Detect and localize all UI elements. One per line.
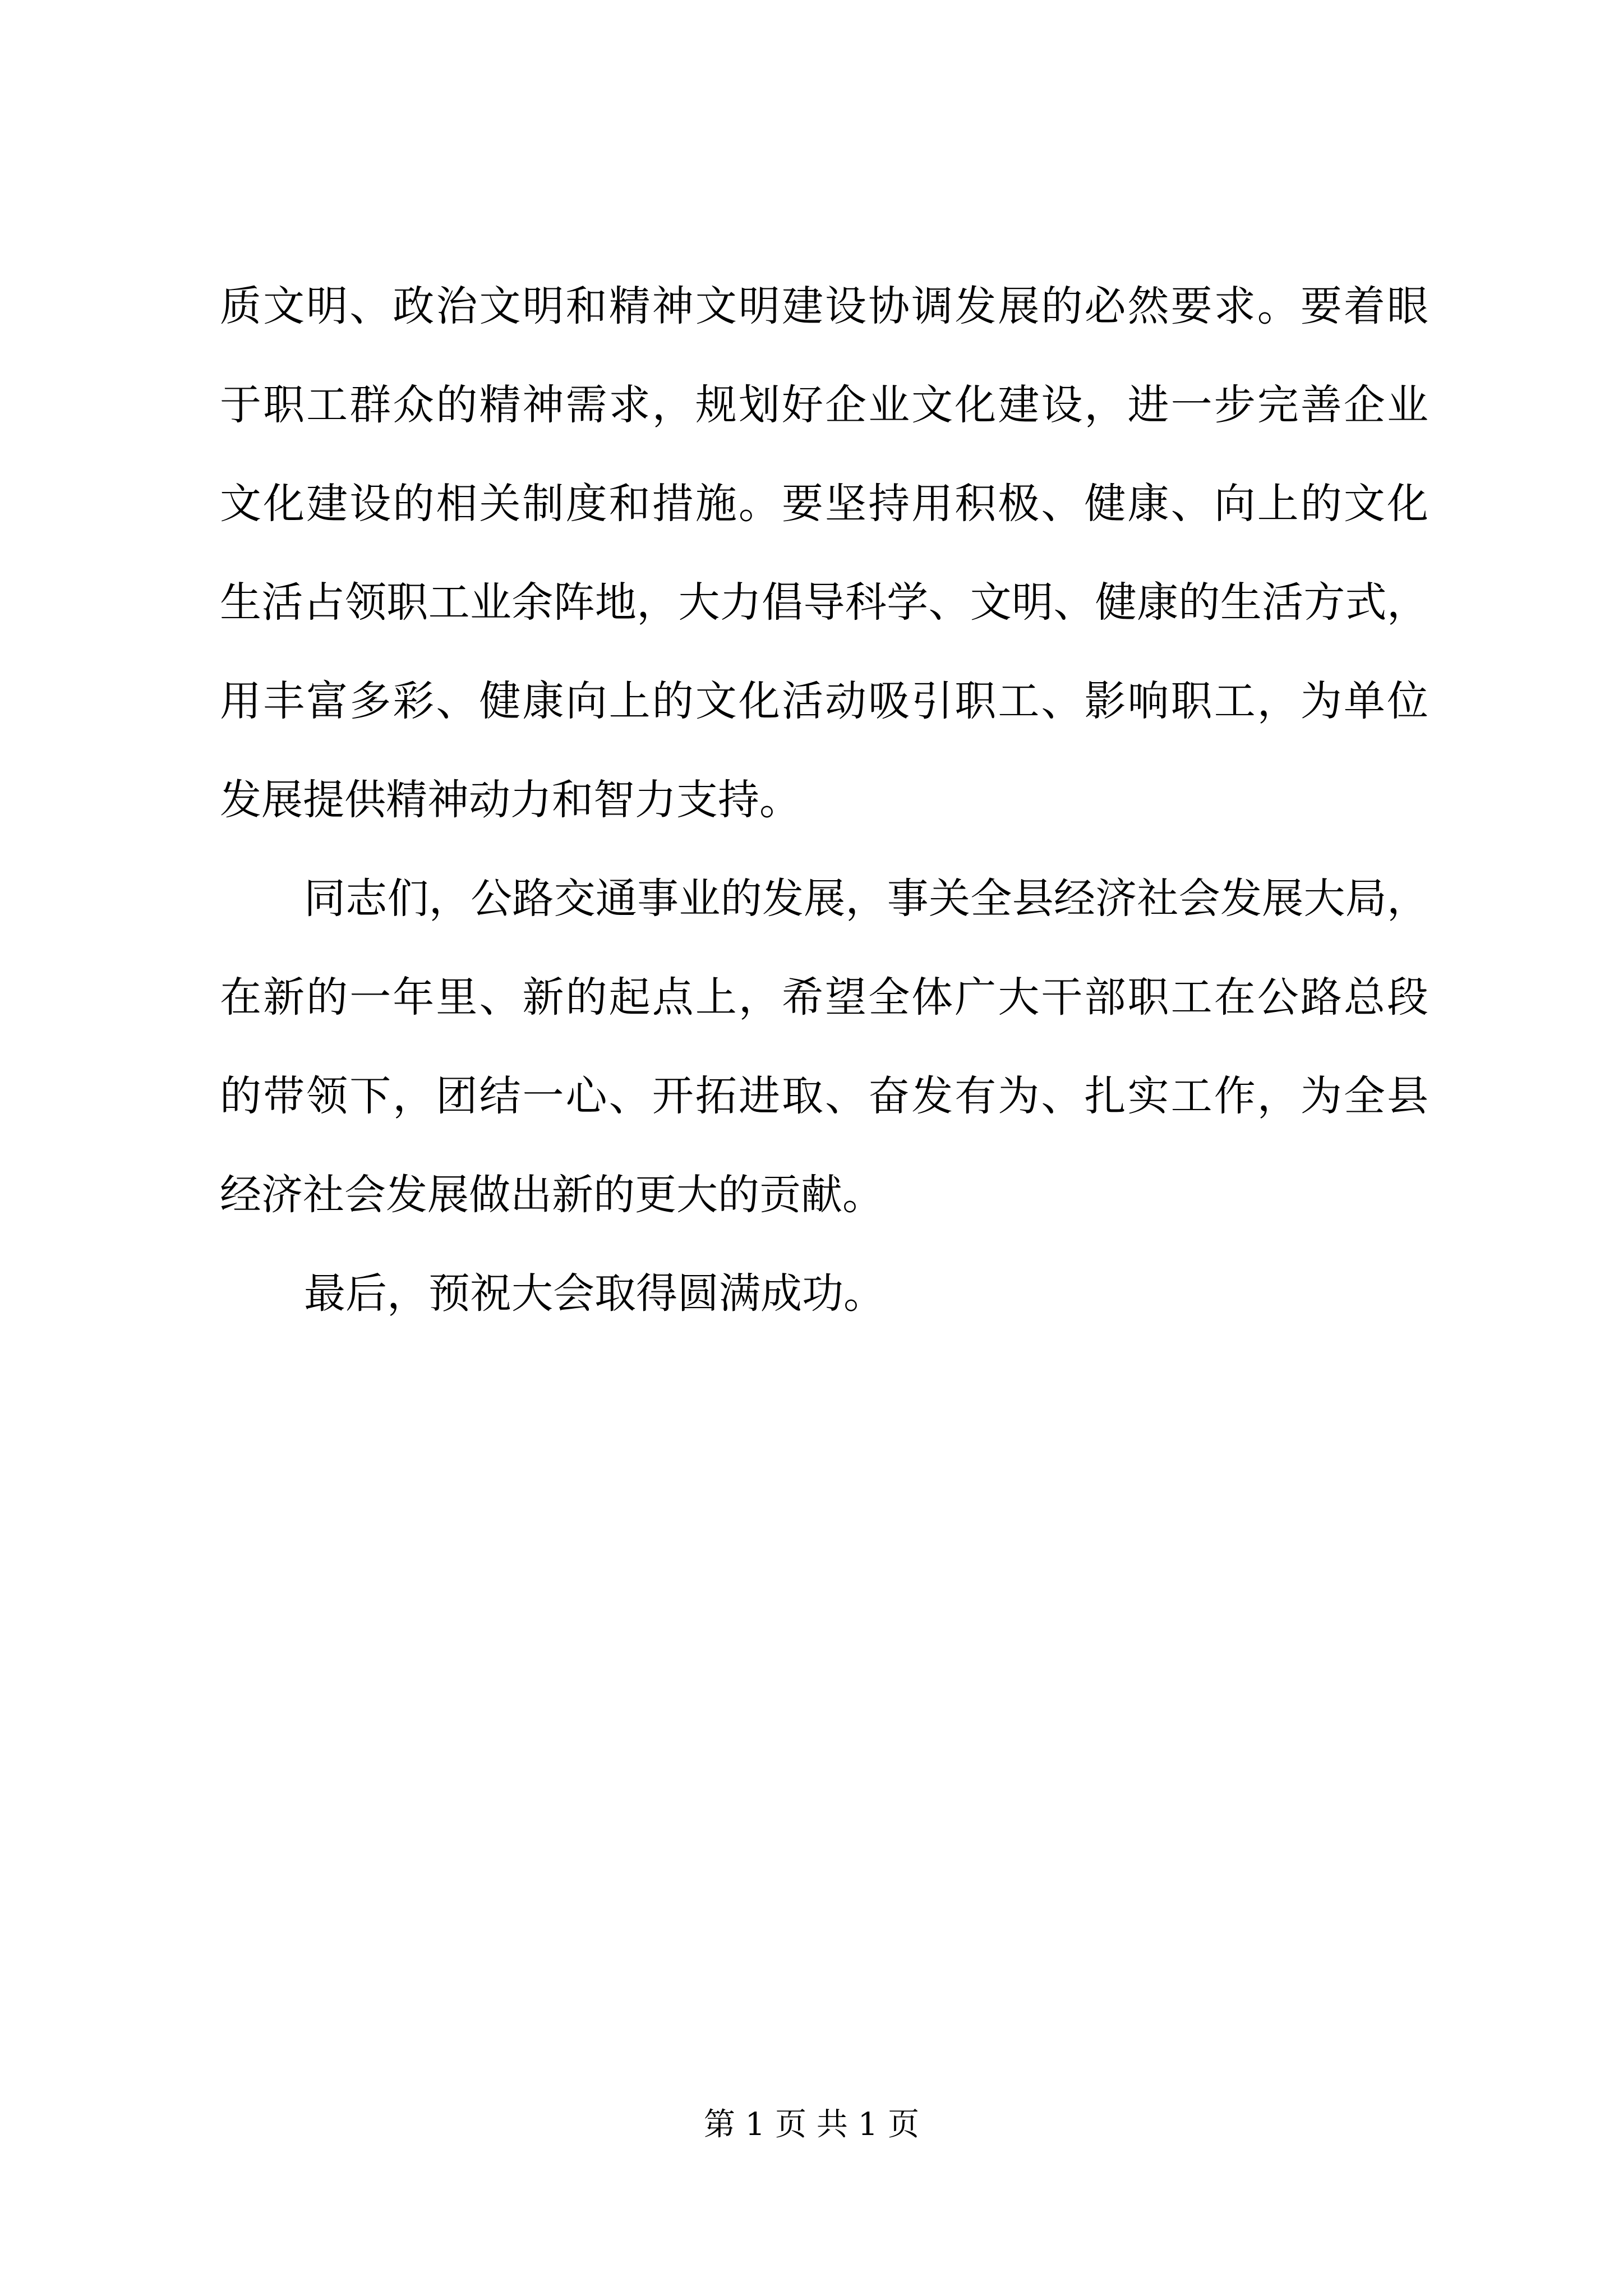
paragraph-line: 经济社会发展做出新的更大的贡献。 (220, 1171, 884, 1219)
paragraph-3 (220, 1244, 1428, 1343)
paragraph-line: 的带领下，团结一心、开拓进取、奋发有为、扎实工作，为全县 (220, 1072, 1428, 1120)
document-body (220, 257, 1428, 1343)
paragraph-line: 用丰富多彩、健康向上的文化活动吸引职工、影响职工，为单位 (220, 677, 1428, 725)
paragraph-line: 同志们，公路交通事业的发展，事关全县经济社会发展大局， (304, 875, 1428, 923)
paragraph-line: 最后，预祝大会取得圆满成功。 (304, 1269, 885, 1318)
paragraph-line: 于职工群众的精神需求，规划好企业文化建设，进一步完善企业 (220, 381, 1428, 429)
page-footer: 第 1 页 共 1 页 (703, 2106, 920, 2143)
paragraph-line: 在新的一年里、新的起点上，希望全体广大干部职工在公路总段 (220, 973, 1428, 1022)
paragraph-2 (220, 849, 1428, 1244)
paragraph-line: 质文明、政治文明和精神文明建设协调发展的必然要求。要着眼 (220, 282, 1428, 330)
paragraph-1 (220, 257, 1428, 849)
paragraph-line: 文化建设的相关制度和措施。要坚持用积极、健康、向上的文化 (220, 480, 1428, 528)
paragraph-line: 生活占领职工业余阵地，大力倡导科学、文明、健康的生活方式， (220, 578, 1428, 627)
paragraph-line: 发展提供精神动力和智力支持。 (220, 776, 801, 824)
